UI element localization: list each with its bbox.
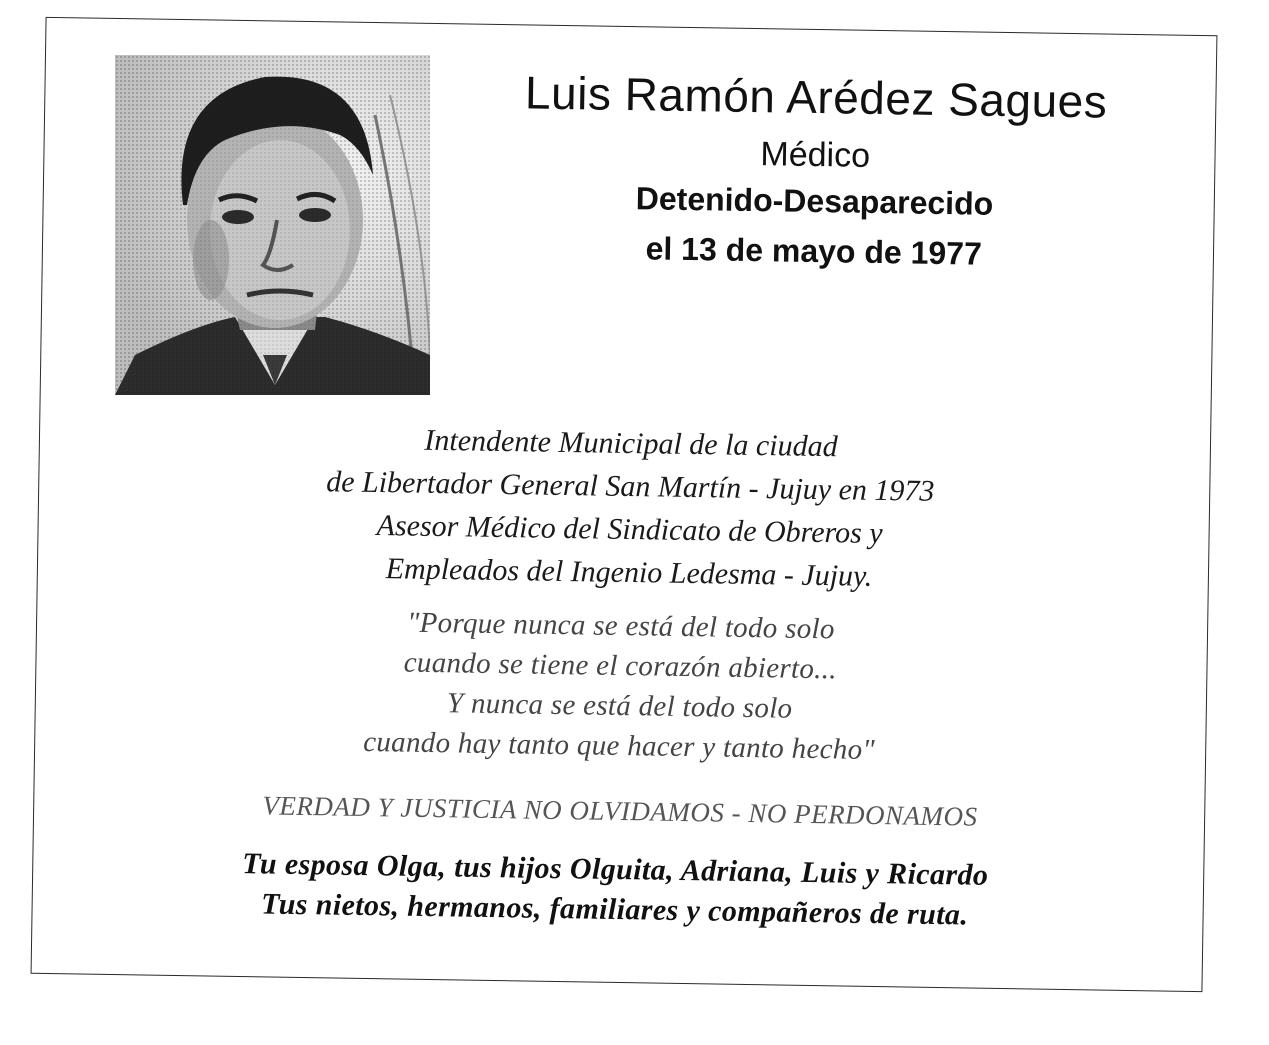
quote xyxy=(269,601,971,772)
bio-line: Intendente Municipal de la ciudad xyxy=(424,423,838,464)
quote-line: cuando hay tanto que hacer y tanto hecho" xyxy=(362,725,876,767)
bio-line: Asesor Médico del Sindicato de Obreros y xyxy=(376,509,883,550)
family-line: Tu esposa Olga, tus hijos Olguita, Adriana, Luis y Ricardo xyxy=(242,847,989,892)
person-name: Luis Ramón Arédez Sagues xyxy=(524,66,1108,128)
status-text: Detenido-Desaparecido xyxy=(635,180,994,222)
disappearance-date: el 13 de mayo de 1977 xyxy=(645,230,983,273)
bio-line: Empleados del Ingenio Ledesma - Jujuy. xyxy=(385,552,873,593)
quote-line: Y nunca se está del todo solo xyxy=(446,687,793,725)
family-line: Tus nietos, hermanos, familiares y compañeros de ruta. xyxy=(260,887,969,932)
family-dedication xyxy=(139,843,1090,938)
profession: Médico xyxy=(760,135,871,176)
quote-line: cuando se tiene el corazón abierto... xyxy=(403,646,838,686)
notice-header xyxy=(468,65,1161,277)
quote-line: "Porque nunca se está del todo solo xyxy=(406,606,835,646)
portrait-photo xyxy=(115,55,430,395)
motto: VERDAD Y JUSTICIA NO OLVIDAMOS - NO PERDONAMOS xyxy=(262,790,978,832)
biography xyxy=(239,416,1022,600)
bio-line: de Libertador General San Martín - Jujuy en 1973 xyxy=(325,465,935,508)
